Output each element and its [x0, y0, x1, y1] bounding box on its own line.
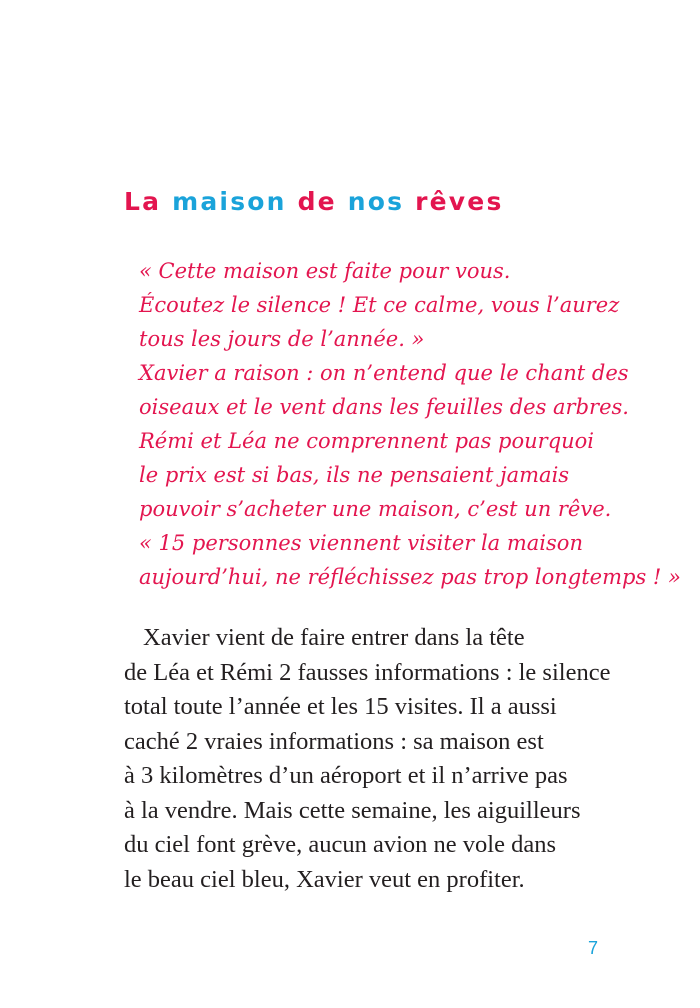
- quote-line: oiseaux et le vent dans les feuilles des arbres.: [139, 395, 629, 419]
- quote-line: « Cette maison est faite pour vous.: [139, 259, 511, 283]
- chapter-title: [124, 182, 504, 222]
- title-word-reves: rêves: [415, 187, 504, 216]
- body-line: à la vendre. Mais cette semaine, les aiguilleurs: [124, 796, 581, 824]
- italic-quote-paragraph: [139, 254, 681, 594]
- title-word-de: de: [297, 187, 337, 216]
- title-word-nos: nos: [347, 187, 405, 216]
- body-line: de Léa et Rémi 2 fausses informations : le silence: [124, 658, 611, 686]
- quote-line: tous les jours de l’année. »: [139, 327, 425, 351]
- body-line: du ciel font grève, aucun avion ne vole dans: [124, 831, 557, 858]
- body-line: à 3 kilomètres d’un aéroport et il n’arrive pas: [124, 762, 568, 789]
- quote-line: Rémi et Léa ne comprennent pas pourquoi: [139, 429, 595, 453]
- quote-line: « 15 personnes viennent visiter la maison: [139, 531, 583, 555]
- body-paragraph: [124, 621, 610, 897]
- quote-line: Xavier a raison : on n’entend que le chant des: [139, 361, 629, 385]
- body-line: caché 2 vraies informations : sa maison est: [124, 727, 544, 755]
- quote-line: le prix est si bas, ils ne pensaient jamais: [139, 463, 570, 487]
- quote-line: Écoutez le silence ! Et ce calme, vous l’aurez: [139, 293, 620, 317]
- quote-line: pouvoir s’acheter une maison, c’est un rêve.: [139, 497, 612, 521]
- body-line: Xavier vient de faire entrer dans la tête: [143, 624, 525, 651]
- body-line: total toute l’année et les 15 visites. Il a aussi: [124, 693, 557, 720]
- quote-line: aujourd’hui, ne réfléchissez pas trop longtemps ! »: [139, 565, 681, 589]
- body-line: le beau ciel bleu, Xavier veut en profiter.: [124, 865, 525, 893]
- page-number: 7: [588, 938, 599, 958]
- title-word-maison: maison: [172, 187, 287, 216]
- title-word-la: La: [124, 187, 162, 216]
